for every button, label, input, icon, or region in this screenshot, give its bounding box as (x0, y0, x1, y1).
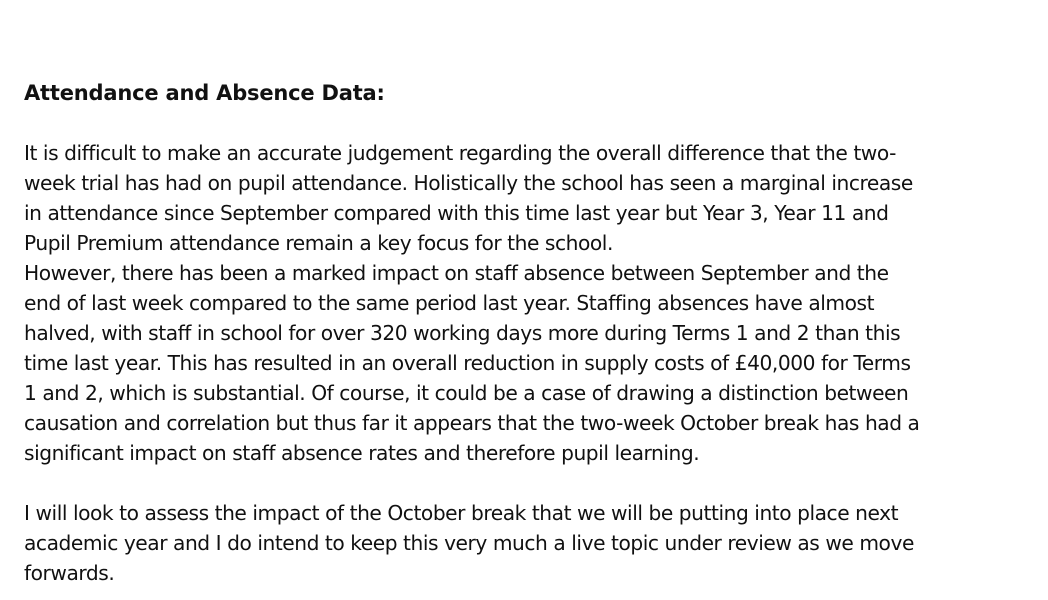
paragraph-spacer (24, 468, 1040, 498)
paragraph-october-break (24, 498, 1040, 588)
text-line: significant impact on staff absence rates and therefore pupil learning. (24, 441, 700, 465)
text-line: academic year and I do intend to keep this very much a live topic under review as we move (24, 531, 914, 555)
text-line: in attendance since September compared with this time last year but Year 3, Year 11 and (24, 201, 889, 225)
text-line: forwards. (24, 561, 115, 585)
text-line: time last year. This has resulted in an overall reduction in supply costs of £40,000 for Terms (24, 351, 911, 375)
text-line: end of last week compared to the same period last year. Staffing absences have almost (24, 291, 875, 315)
paragraph-staff-absence (24, 258, 1040, 468)
text-line: I will look to assess the impact of the October break that we will be putting into place next (24, 501, 899, 525)
text-line: It is difficult to make an accurate judgement regarding the overall difference that the two- (24, 141, 896, 165)
text-line: halved, with staff in school for over 320 working days more during Terms 1 and 2 than this (24, 321, 901, 345)
text-line: Pupil Premium attendance remain a key focus for the school. (24, 231, 613, 255)
section-heading: Attendance and Absence Data: (24, 81, 385, 105)
document-body (24, 78, 1040, 588)
text-line: causation and correlation but thus far it appears that the two-week October break has had a (24, 411, 920, 435)
text-line: However, there has been a marked impact on staff absence between September and the (24, 261, 889, 285)
text-line: 1 and 2, which is substantial. Of course, it could be a case of drawing a distinction between (24, 381, 909, 405)
text-line: week trial has had on pupil attendance. Holistically the school has seen a marginal increase (24, 171, 913, 195)
paragraph-attendance (24, 138, 1040, 258)
